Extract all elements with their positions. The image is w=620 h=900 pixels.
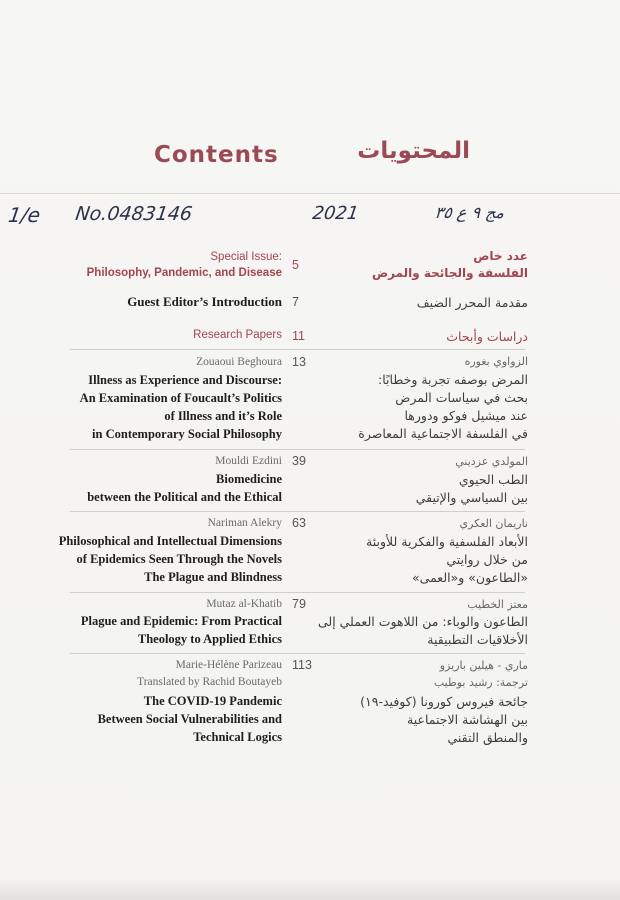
entry-separator xyxy=(70,653,525,654)
scan-edge-shadow xyxy=(0,878,620,900)
author-ar: المولدي عزديني xyxy=(455,455,528,468)
article-title-ar-line: الطاعون والوباء: من اللاهوت العملي إلى xyxy=(317,614,528,629)
translator-ar: ترجمة: رشيد بوطيب xyxy=(433,676,528,689)
author-en: Zouaoui Beghoura xyxy=(196,356,282,368)
article-title-en-line: Philosophical and Intellectual Dimensions xyxy=(58,534,282,548)
entry-separator xyxy=(70,511,525,512)
article-title-ar-line: «الطاعون» و«العمى» xyxy=(412,570,528,585)
page-number: 39 xyxy=(292,454,306,468)
special-issue-title-en: Philosophy, Pandemic, and Disease xyxy=(86,267,282,279)
special-issue-label-ar: عدد خاص xyxy=(473,249,528,263)
article-title-en-line: Between Social Vulnerabilities and xyxy=(97,712,282,726)
article-title-ar-line: بين السياسي والإتيقي xyxy=(415,490,528,505)
author-ar: معتز الخطيب xyxy=(467,598,528,611)
article-title-en-line: Illness as Experience and Discourse: xyxy=(88,373,282,387)
page-fold-line xyxy=(0,193,620,194)
author-ar: الزواوي بغوره xyxy=(464,355,528,368)
article-title-en-line: Biomedicine xyxy=(216,472,282,486)
article-title-ar-line: المرض بوصفه تجربة وخطابًا: xyxy=(378,372,528,387)
article-title-en-line: of Illness and it’s Role xyxy=(164,409,282,423)
article-title-en-line: Theology to Applied Ethics xyxy=(137,632,282,646)
author-en: Mouldi Ezdini xyxy=(215,455,282,467)
author-en: Mutaz al-Khatib xyxy=(206,598,282,610)
author-ar: ناريمان العكري xyxy=(459,517,528,530)
page-number: 63 xyxy=(292,516,306,530)
handwritten-year: 2021 xyxy=(311,203,360,224)
page-number: 79 xyxy=(292,597,306,611)
article-title-ar-line: الأخلاقيات التطبيقية xyxy=(427,632,528,647)
contents-title-ar: المحتويات xyxy=(357,138,470,164)
page-number: 5 xyxy=(292,258,299,272)
research-papers-label-ar: دراسات وأبحاث xyxy=(446,329,528,344)
article-title-en-line: The COVID-19 Pandemic xyxy=(143,694,282,708)
article-title-ar-line: بين الهشاشة الاجتماعية xyxy=(407,712,528,727)
entry-separator xyxy=(70,349,525,350)
author-en: Marie-Hélène Parizeau xyxy=(175,659,282,671)
entry-separator xyxy=(70,449,525,450)
research-papers-label-en: Research Papers xyxy=(193,329,282,341)
article-title-en-line: between the Political and the Ethical xyxy=(87,490,282,504)
special-issue-title-ar: الفلسفة والجائحة والمرض xyxy=(371,266,528,280)
contents-title-en: Contents xyxy=(154,142,279,168)
article-title-ar-line: عند ميشيل فوكو ودورها xyxy=(404,408,528,423)
article-title-en-line: An Examination of Foucault’s Politics xyxy=(79,391,282,405)
translator-en: Translated by Rachid Boutayeb xyxy=(137,676,282,688)
article-title-ar-line: بحث في سياسات المرض xyxy=(395,390,528,405)
article-title-en-line: Technical Logics xyxy=(193,730,282,744)
article-title-ar-line: الطب الحيوي xyxy=(458,472,528,487)
article-title-ar-line: جائحة فيروس كورونا (كوفيد-١٩) xyxy=(360,694,528,709)
special-issue-label-en: Special Issue: xyxy=(210,251,282,263)
guest-editor-intro-en: Guest Editor’s Introduction xyxy=(127,294,282,309)
page-number: 11 xyxy=(292,329,305,343)
handwritten-number: No.0483146 xyxy=(74,203,194,225)
handwritten-issue: مج ٩ ع ٣٥ xyxy=(433,203,506,222)
author-en: Nariman Alekry xyxy=(207,517,282,529)
article-title-en-line: Plague and Epidemic: From Practical xyxy=(80,614,282,628)
article-title-ar-line: الأبعاد الفلسفية والفكرية للأوبئة xyxy=(366,534,528,549)
guest-editor-intro-ar: مقدمة المحرر الضيف xyxy=(416,295,528,310)
article-title-ar-line: في الفلسفة الاجتماعية المعاصرة xyxy=(358,426,528,441)
article-title-ar-line: والمنطق التقني xyxy=(447,730,528,745)
page-number: 113 xyxy=(292,658,312,672)
page-number: 13 xyxy=(292,355,306,369)
article-title-en-line: in Contemporary Social Philosophy xyxy=(92,427,282,441)
author-ar: ماري - هيلين باريزو xyxy=(439,659,528,672)
entry-separator xyxy=(70,592,525,593)
page-number: 7 xyxy=(292,295,299,309)
article-title-en-line: of Epidemics Seen Through the Novels xyxy=(76,552,282,566)
article-title-ar-line: من خلال روايتي xyxy=(446,552,528,567)
article-title-en-line: The Plague and Blindness xyxy=(144,570,282,584)
handwritten-ref: 1/e xyxy=(6,203,42,227)
